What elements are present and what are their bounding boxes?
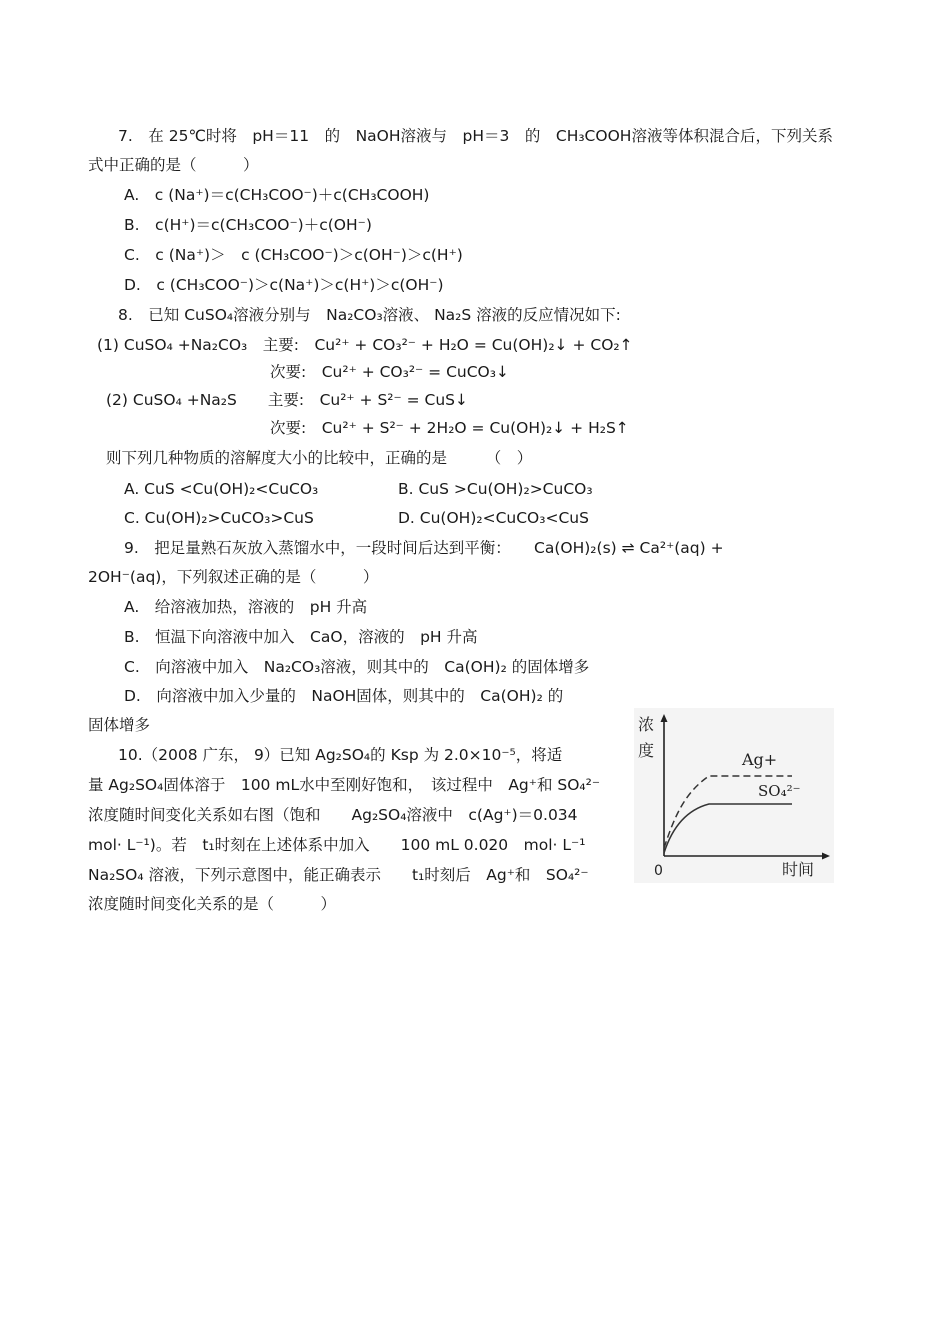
q7-option-c: C. c (Na⁺)＞ c (CH₃COO⁻)＞c(OH⁻)＞c(H⁺) xyxy=(124,246,463,264)
q9-stem-line2: 2OH⁻(aq)，下列叙述正确的是（ ） xyxy=(88,568,379,586)
q8-option-b: B. CuS >Cu(OH)₂>CuCO₃ xyxy=(398,480,593,498)
q7-option-d: D. c (CH₃COO⁻)＞c(Na⁺)＞c(H⁺)＞c(OH⁻) xyxy=(124,276,444,294)
q10-line2: 量 Ag₂SO₄固体溶于 100 mL水中至刚好饱和， 该过程中 Ag⁺和 SO₄²⁻ xyxy=(88,776,601,794)
q9-option-a: A. 给溶液加热，溶液的 pH 升高 xyxy=(124,598,368,616)
concentration-time-figure xyxy=(634,708,834,883)
q8-option-d: D. Cu(OH)₂<CuCO₃<CuS xyxy=(398,509,589,527)
q10-line4: mol· L⁻¹)。若 t₁时刻在上述体系中加入 100 mL 0.020 mol· L⁻¹ xyxy=(88,836,586,854)
q8-option-a: A. CuS <Cu(OH)₂<CuCO₃ xyxy=(124,480,319,498)
x-axis-label: 时间 xyxy=(782,860,815,879)
q8-reaction2-main: (2) CuSO₄ +Na₂S 主要: Cu²⁺ + S²⁻ = CuS↓ xyxy=(106,391,468,409)
y-axis-label-bottom: 度 xyxy=(638,741,655,760)
q9-option-c: C. 向溶液中加入 Na₂CO₃溶液，则其中的 Ca(OH)₂ 的固体增多 xyxy=(124,658,590,676)
q9-option-d-line2: 固体增多 xyxy=(88,716,151,734)
q9-option-d-line1: D. 向溶液中加入少量的 NaOH固体，则其中的 Ca(OH)₂ 的 xyxy=(124,687,564,705)
q10-line5: Na₂SO₄ 溶液，下列示意图中，能正确表示 t₁时刻后 Ag⁺和 SO₄²⁻ xyxy=(88,866,589,884)
q7-option-a: A. c (Na⁺)＝c(CH₃COO⁻)＋c(CH₃COOH) xyxy=(124,186,430,204)
series-label-ag: Ag+ xyxy=(742,750,778,769)
y-axis-label-top: 浓 xyxy=(638,715,655,734)
origin-label: 0 xyxy=(654,863,663,879)
q8-reaction1-main: (1) CuSO₄ +Na₂CO₃ 主要: Cu²⁺ + CO₃²⁻ + H₂O = Cu(OH)₂↓ + CO₂↑ xyxy=(97,336,633,354)
q8-option-c: C. Cu(OH)₂>CuCO₃>CuS xyxy=(124,509,314,527)
series-label-so4: SO₄²⁻ xyxy=(758,782,801,800)
q7-option-b: B. c(H⁺)＝c(CH₃COO⁻)＋c(OH⁻) xyxy=(124,216,372,234)
q10-line3: 浓度随时间变化关系如右图（饱和 Ag₂SO₄溶液中 c(Ag⁺)＝0.034 xyxy=(88,806,578,824)
q7-stem-line2: 式中正确的是（ ） xyxy=(88,156,259,174)
q7-stem-line1: 7. 在 25℃时将 pH＝11 的 NaOH溶液与 pH＝3 的 CH₃COOH溶液等体积混合后，下列关系 xyxy=(118,127,833,145)
q8-stem: 8. 已知 CuSO₄溶液分别与 Na₂CO₃溶液、 Na₂S 溶液的反应情况如下: xyxy=(118,306,621,324)
q9-option-b: B. 恒温下向溶液中加入 CaO，溶液的 pH 升高 xyxy=(124,628,478,646)
q8-question: 则下列几种物质的溶解度大小的比较中，正确的是 （ ） xyxy=(106,449,533,467)
q8-reaction1-minor: 次要: Cu²⁺ + CO₃²⁻ = CuCO₃↓ xyxy=(270,363,509,381)
q8-reaction2-minor: 次要: Cu²⁺ + S²⁻ + 2H₂O = Cu(OH)₂↓ + H₂S↑ xyxy=(270,419,629,437)
q10-line6: 浓度随时间变化关系的是（ ） xyxy=(88,895,337,913)
q10-line1: 10.（2008 广东， 9）已知 Ag₂SO₄的 Ksp 为 2.0×10⁻⁵，将适 xyxy=(118,746,563,764)
q9-stem-line1: 9. 把足量熟石灰放入蒸馏水中，一段时间后达到平衡： Ca(OH)₂(s) ⇌ Ca²⁺(aq) + xyxy=(124,539,724,557)
